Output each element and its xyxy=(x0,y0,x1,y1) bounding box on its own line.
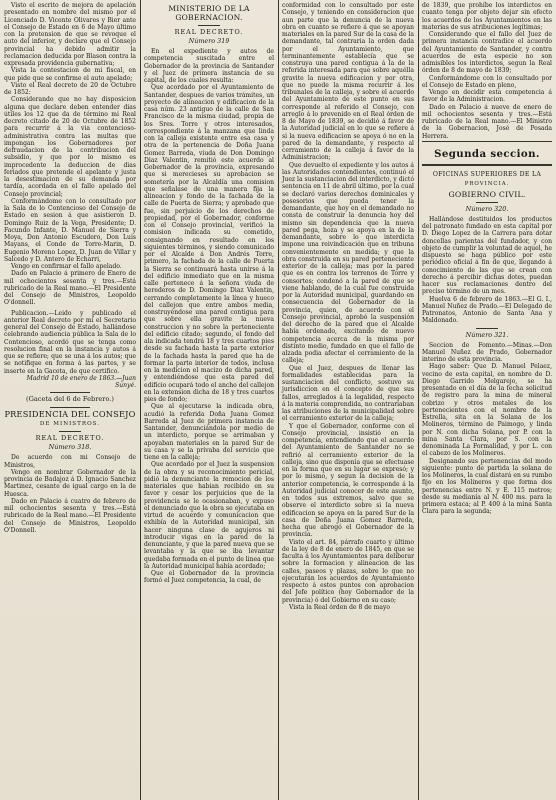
decree-number: Número 319 xyxy=(188,37,230,45)
paragraph: Considerando que el fallo del Juez de primera instancia contradice el acuerdo del Ayuntamiento de Santander, y contra acuerdos de esta especie no son admisibles los interdictos, segun la Real órden de 8 de mayo de 1839; xyxy=(422,31,552,75)
paragraph: En el expediente y autos de competencia suscitada entre el Gobernador de la provincia de Santander y el Juez de primera instancia de su capital, de los cuales resulta: xyxy=(144,48,274,84)
paragraph: Hallándose destituidos los productos del patronato fundado en esta capital por D. Diego Lopez de la Carrera para dotar doncellas parientas del fundador, y con objeto de cumplir la voluntad de aquel, he dispuesto se haga público por este periódico oficial á fin de que, llegando á conocimiento de las que se crean con derecho á percibir dichas dotes, puedan hacer sus reclamaciones dentro del preciso término de un mes. xyxy=(422,215,552,296)
offices-heading: OFICINAS SUPERIORES DE LA xyxy=(432,170,542,178)
paragraph: Designando sus pertenencias del modo siguiente: punto de partida la solana de los Molineros, la cual distará en su rumbo fijo en los Molineros y que forma dos pertenencias entre N. y E. 115 metros; desde su medianía al N. 400 ms. para la primera estaca; al P. 400 á la mina Santa Clara para la segunda; xyxy=(422,457,552,516)
paragraph: Vista la contestacion de mi fiscal, en que pide que se confirme el auto apelado; xyxy=(4,67,136,82)
decree-label: REAL DECRETO. xyxy=(35,434,105,443)
paragraph: Dado en Palacio á cuatro de febrero de mil ochocientos sesenta y tres.—Está rubricado de la Real mano.—El Presidente del Consejo de Ministros, Leopoldo O'Donnell. xyxy=(4,497,136,534)
paragraph: Vengo en decidir esta competencia á favor de la Administracion. xyxy=(422,89,552,104)
paragraph: Hago saber: Que D. Manuel Pelaez, vecino de esta capital, en nombre de D. Diego Garrido Melgarejo, se ha presentado en el día de la fecha solicitud de registro para la mina de mineral cobrizo y otros metales de los pertenecientes con el nombre de la Estrella, sita en la Solana de los Molineros, término de Paimogo, y linda por N. con dicha Solana, por P. con la mina Santa Clara, por S. con la denominada La Formalidad, y por L. con el cabezo de los Molineros. xyxy=(422,363,552,458)
column-3 xyxy=(278,0,418,800)
paragraph: Conformándome con lo consultado por la Sala de lo Contencioso del Consejo de Estado en sesion á que asistieron D. Domingo Ruiz de la Vega, Presidente; D. Facundo Infante, D. Manuel de Sierra y Moya, Don Antonio Escudero, Don Luis Mayans, el Conde de Torre-Marin, D. Eugenio Moreno Lopez, D. Juan de Villar y Salcedo y D. Antero de Echarri, xyxy=(4,197,136,263)
paragraph: Seccion de Fomento.—Minas.—Don Manuel Nuñez de Prado, Gobernador interino de esta provincia. xyxy=(422,341,552,363)
gaceta-reference: (Gaceta del 6 de Febrero.) xyxy=(26,395,114,404)
decree-label: REAL DECRETO. xyxy=(174,28,244,36)
separator xyxy=(198,25,220,26)
notice-number: Número 320. xyxy=(465,204,509,213)
paragraph: Vengo en confirmar el fallo apelado. xyxy=(11,263,122,270)
column-1 xyxy=(0,0,140,800)
paragraph: Vengo en nombrar Gobernador de la provincia de Badajoz á D. Ignacio Sanchez Martinez, cesante de igual cargo en la de Huesca. xyxy=(4,468,136,498)
dateline xyxy=(4,375,136,390)
offices-subheading: PROVINCIA. xyxy=(464,180,510,187)
government-heading: GOBIERNO CIVIL. xyxy=(448,189,526,199)
paragraph: Conformándome con lo consultado por el Consejo de Estado en pleno, xyxy=(422,74,552,89)
paragraph: Vista la Real órden de 8 de mayo xyxy=(289,603,391,611)
section-title: Segunda seccion. xyxy=(434,147,540,160)
paragraph: Huelva 6 de febrero de 1863.—El G. I., Manuel Nuñez de Prado.—El Delegado de Patronatos, Antonio de Santa Ana y Maldonado. xyxy=(422,295,552,325)
column-2 xyxy=(140,0,278,800)
separator xyxy=(50,407,90,408)
paragraph: Visto el escrito de mejora de apelación presentado en nombre del mismo por el Licenciado D. Vicente Olivares y Bier ante el Consejo de Estado en 6 de Mayo último con la pretension de que se revoque el auto del inferior, y declare que el Consejo provincial ha debido admitir la reclamacion deducida por Blason contra la expresada providencia gubernativa; xyxy=(4,2,136,67)
paragraph: Que acordado por el Ayuntamiento de Santander, despues de varios trámites, un proyecto de alineacion y edificacion de la casa núm. 23 antiguo de la calle de San Francisco de la misma ciudad, propia de los Sres. Torre y otros interesados, correspondiente á la manzana que linda con la calleja existente entre esa casa y otra de la pertenencia de Doña Juana Gomez Barreda, viuda de Don Domingo Diaz Valentin, remitió este acuerdo al Gobernador de la provincia, expresando que si merecieses su aprobacion se sometería por la Alcaldía una comision que señalase de una manera fija la alineacion y fondo de la fachada de la calle de Puerta de Sierra; y aprobado que fue, sin perjuicio de los derechos de propiedad, por el Gobernador, conforme con el Consejo provincial, verificó la comision indicada su cometido, consignando en resultado en los siguientes términos, y siendo comunicado por el Alcalde á Don Andrés Torre, primero, la fachada de la calle de Puerta la Sierra se continuará hasta unirse á la del edificio inmediato que en la misma calle pertenece á la señora viuda de herederos de D. Domingo Diaz Valentin, cerrando completamente la línea y hueco del callejon que entre ambos media, construyéndose una pared contigua para que sobre ella gravite la nueva construccion y no sobre la perteneciente del edificio citado; segundo, el fondo del ala indicada tendrá 18 y tres cuartos pies desde su fachada hasta la parte exterior de la fachada hasta la pared que ha de formar la parte interior de todos, inclusa en la medicion el macizo de dicha pared, y entendiéndose que esta pared del edificio ocupará todo el ancho del callejon en la extension dicha de 18 y tres cuartos pies de fondo; xyxy=(144,84,274,403)
paragraph: Que al ejecutarse la indicada obra, acudió la referida Doña Juana Gomez Barreda al Juez de primera instancia de Santander, denunciándola por medio de un interdicto, porque se arrimaban y apoyaban materiales en la pared Sur de su casa y se la privaba del servicio que tiene en la calleja; xyxy=(144,403,274,461)
paragraph: Que el Gobernador de la provincia formó el Juez competencia, la cual, de xyxy=(144,570,274,585)
paragraph: de 1839, que prohíbe los interdictos en cuanto tenga por objeto dejar sin efecto los acuerdos de los Ayuntamientos en las materias de sus atribuciones legítimas; xyxy=(422,2,552,31)
paragraph: Dado en Palacio á primero de Enero de mil ochocientos sesenta y tres.—Está rubricado de la Real mano.—El Presidente del Consejo de Ministros, Leopoldo O'donnell. xyxy=(4,270,136,307)
column-4 xyxy=(418,0,556,800)
notice-number: Número 321. xyxy=(465,330,509,339)
section-rule xyxy=(422,164,552,166)
ministry-heading: MINISTERIO DE LA GOBERNACION. xyxy=(168,4,250,22)
section-rule xyxy=(422,141,552,142)
date-text: Madrid 10 de enero de 1863.— xyxy=(26,374,123,382)
separator xyxy=(59,431,81,432)
paragraph: conformidad con lo consultado por este Consejo, y teniendo en consideracion que aun parte que la denuncia de la nueva obra en cuanto se refiere á que se apoyan materiales en la pared Sur de la casa de la demandante, tal contraria la orden dada por el Ayuntamiento, que terminantemente establecía que se construya una pared contigua á la de la referida interesada para que sobre aquélla gravite la nueva edificacion y por otra, que no puede la misma recurrir á los tribunales de la calleja, y sobre el acuerdo del Ayuntamiento de este punto en sus corresponde al referido el Consejo, con arreglo á lo prevenido en el Real órden de 8 de Mayo de 1839, se decidió á favor de la Autoridad judicial en lo que se refiere á si la nueva edificacion se apoya ó no en la pared de la demandante, y respecto al cerramiento de la calleja á favor de la Administracion; xyxy=(282,2,414,162)
separator xyxy=(476,202,498,203)
separator xyxy=(476,328,498,329)
decree-number: Número 318. xyxy=(48,443,92,452)
paragraph: Considerando que no hay disposicion alguna que declare deben entender dias útiles los 12 que da de término mi Real decreto citado de 20 de Octubre de 1852 para recurrir á la via contencioso-administrativa contra las multas que impongan los Gobernadores por defraudacion de la contribucion del subsidio, y que por lo mismo es improcedente la deduccion de dias feriados que pretende el apelante y justa la desestimacion de su demanda por tardía, acordada en el fallo apelado del Consejo provincial; xyxy=(4,96,136,198)
publication-note: Publicacion.—Leido y publicado el anterior Real decreto por mí el Secretario general del Consejo de Estado, hallándose celebrando audiencia pública la Sala de lo Contencioso, acordó que se tenga como resolucion final en la instancia y autos á que se refiere; que se una á los autos; que se notifique en forma á las partes, y se inserte en la Gaceta, de que certifico. xyxy=(4,309,136,375)
paragraph: Que devuelto el expediente y los autos á las Autoridades contendientes, continuó el Juez la sustanciacion del interdicto, y dictó sentencia en 11 de abril último, por la cual se declaró varios derechos dominicales y posesorios que pueda tener la demandante, que hoy en el demandado no consta de construir la denuncia hoy del mismo sin dependencia que la nueva pared pega, hoza y se apoya en la de la demandante, sobre lo que interdicta impone una reivindicación que en tribuna convenientemente en medida; y que la obra construida en su pared perteneciente exterior de la calleja; mas por la pared que es en contra los terrenos de Torre y consortes; condenó a la pared de que se viene hablando, de la cual fue construida por la Autoridad municipal, guardando en consecuencia del Gobernador de la provincia, quien, de acuerdo con el Consejo provincial, aprobó la suspensión del derecho de la pared que el Alcalde había ordenado, excitando de nuevo competencia acerca de la misma por distinto medio, fundado en que el fallo de alzada podia afectar el cerramiento de la calleja; xyxy=(282,161,414,365)
paragraph: De acuerdo con mi Consejo de Ministros, xyxy=(4,454,136,469)
section-heading: PRESIDENCIA DEL CONSEJO xyxy=(4,409,136,420)
paragraph: Que acordado por el Juez la suspension de la obra y su reconocimiento pericial, pidió la denunciante la remocion de los materiales que habian recibido en su favor y cesar los perjuicios que de la providencia se le ocasionaban, y expuso el denunciado que la obra se ejecutaba en virtud de acuerdo y comunicacion que exhibía de la Autoridad municipal, sin hacer ninguna clase de agujeros ni introducir vigas en la pared de la denunciante, y que la pared nueva que se levantaba y la que se iba levantar quedaba formada en el punto de linea que la Autoridad municipal había acordado; xyxy=(144,461,274,570)
separator xyxy=(50,392,90,393)
paragraph: Dado en Palacio á nueve de enero de mil ochocientos sesenta y tres.—Está rubricado de la Real mano.—El Ministro de la Gobernacion, José de Posada Herrera. xyxy=(422,103,552,140)
paragraph: Y que el Gobernador, conforme con el Consejo provincial, insistió en la competencia, entendiendo que el acuerdo del Ayuntamiento de Santander no se refirió al cerramiento exterior de la calleja, sino que disponía que se efectuase en la forma que en su lugar se expresó; y por lo mismo, y segun la decision de la anterior competencia, le corresponde á la Autoridad judicial conocer de este asunto, en todos sus extremos, salvo que se observe el interdicto sobre si la nueva edificacion se apoya en la pared Sur de la casa de Doña Juana Gomez Barreda, hecha que abrogó el Gobernador de la provincia. xyxy=(282,422,414,539)
paragraph: Que el Juez, despues de llenar las formalidades establecidas para la sustanciacion del conflicto, sostuvo su jurisdiccion en el concepto de que sus fallos, arreglados á la legalidad, respecto á la materia comprendida, no contrariaban las atribuciones de la municipalidad sobre el cerramiento exterior de la calleja; xyxy=(282,364,414,423)
section-subheading: DE MINISTROS. xyxy=(39,421,101,428)
signer-name: Juan Sunyé. xyxy=(115,374,136,389)
paragraph: Visto el art. 84, párrafo cuarto y último de la ley de 8 de enero de 1845, en que se faculta á los Ayuntamientos para deliberar sobre la formacion y alineacion de las calles, paseos y plazas, sobre lo que no ejecutarán los acuerdos de Ayuntamiento respecto á estos puntos con aprobacion del Jefe político (hoy Gobernador de la provincia) ó del Gobierno en su caso; xyxy=(282,538,414,604)
paragraph: Visto el Real decreto de 20 de Octubre de 1852: xyxy=(4,81,136,96)
